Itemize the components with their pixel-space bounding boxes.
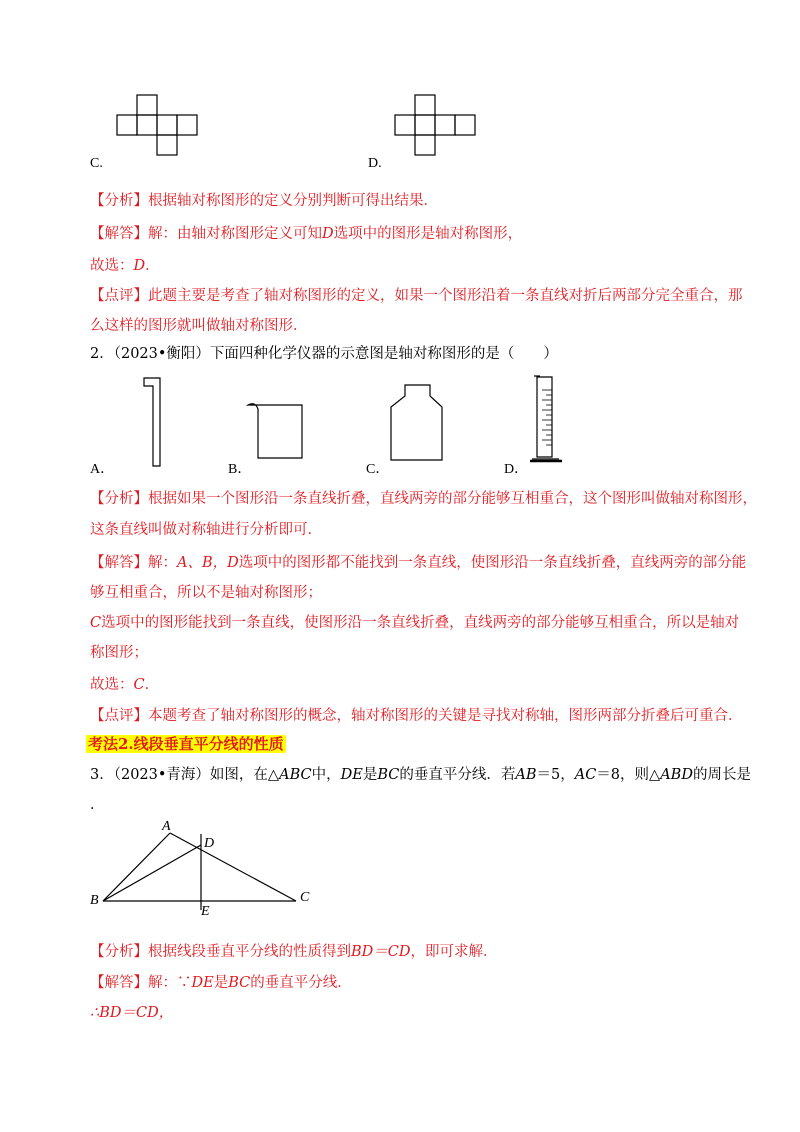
q1-analysis: 【分析】根据轴对称图形的定义分别判断可得出结果． [90, 193, 438, 209]
section-title: 考法2.线段垂直平分线的性质 [88, 735, 284, 753]
q3-answer-line1: 【解答】解：∵DE是BC的垂直平分线． [90, 975, 352, 991]
q3-blank: ． [90, 797, 105, 813]
option-c2-label: C． [366, 462, 390, 477]
q2-answer-line5: 故选：C． [90, 677, 160, 693]
q3-stem: 3．（2023•青海）如图，在△ABC中，DE是BC的垂直平分线．若AB＝5，AC＝8，则△ABD的周长是 [90, 767, 751, 783]
q2-stem: 2．（2023•衡阳）下面四种化学仪器的示意图是轴对称图形的是（ ） [90, 346, 558, 362]
q2-analysis-line2: 这条直线叫做对称轴进行分析即可． [90, 522, 322, 538]
point-c-label: C [300, 890, 310, 905]
q3-answer-line2: ∴BD＝CD， [90, 1005, 174, 1021]
point-a-label: A [162, 819, 171, 834]
option-d-label: D. [368, 156, 382, 171]
option-b-label: B． [228, 462, 252, 477]
q2-analysis-line1: 【分析】根据如果一个图形沿一条直线折叠，直线两旁的部分能够互相重合，这个图形叫做轴对称图形， [90, 491, 757, 507]
q2-answer-line1: 【解答】解：A、B，D选项中的图形都不能找到一条直线，使图形沿一条直线折叠，直线两旁的部分能 [90, 555, 747, 571]
q1-answer-line2: 故选：D． [90, 258, 160, 274]
q1-answer-line1: 【解答】解：由轴对称图形定义可知D选项中的图形是轴对称图形， [90, 226, 523, 242]
q1-comment-line1: 【点评】此题主要是考查了轴对称图形的定义，如果一个图形沿着一条直线对折后两部分完全重合，那 [90, 288, 743, 304]
q2-answer-line3: C选项中的图形能找到一条直线，使图形沿一条直线折叠，直线两旁的部分能够互相重合，所以是轴对 [90, 615, 740, 631]
q3-analysis: 【分析】根据线段垂直平分线的性质得到BD＝CD，即可求解． [90, 944, 498, 960]
option-d2-label: D． [504, 462, 529, 477]
option-a-label: A． [90, 462, 115, 477]
q2-answer-line2: 够互相重合，所以不是轴对称图形； [90, 585, 322, 601]
q2-answer-line4: 称图形； [90, 645, 148, 661]
point-e-label: E [201, 904, 210, 919]
q1-comment-line2: 么这样的图形就叫做轴对称图形． [90, 318, 308, 334]
point-b-label: B [90, 893, 99, 908]
q2-comment: 【点评】本题考查了轴对称图形的概念，轴对称图形的关键是寻找对称轴，图形两部分折叠后可重合． [90, 708, 743, 724]
option-c-label: C. [90, 156, 103, 171]
point-d-label: D [204, 836, 215, 851]
